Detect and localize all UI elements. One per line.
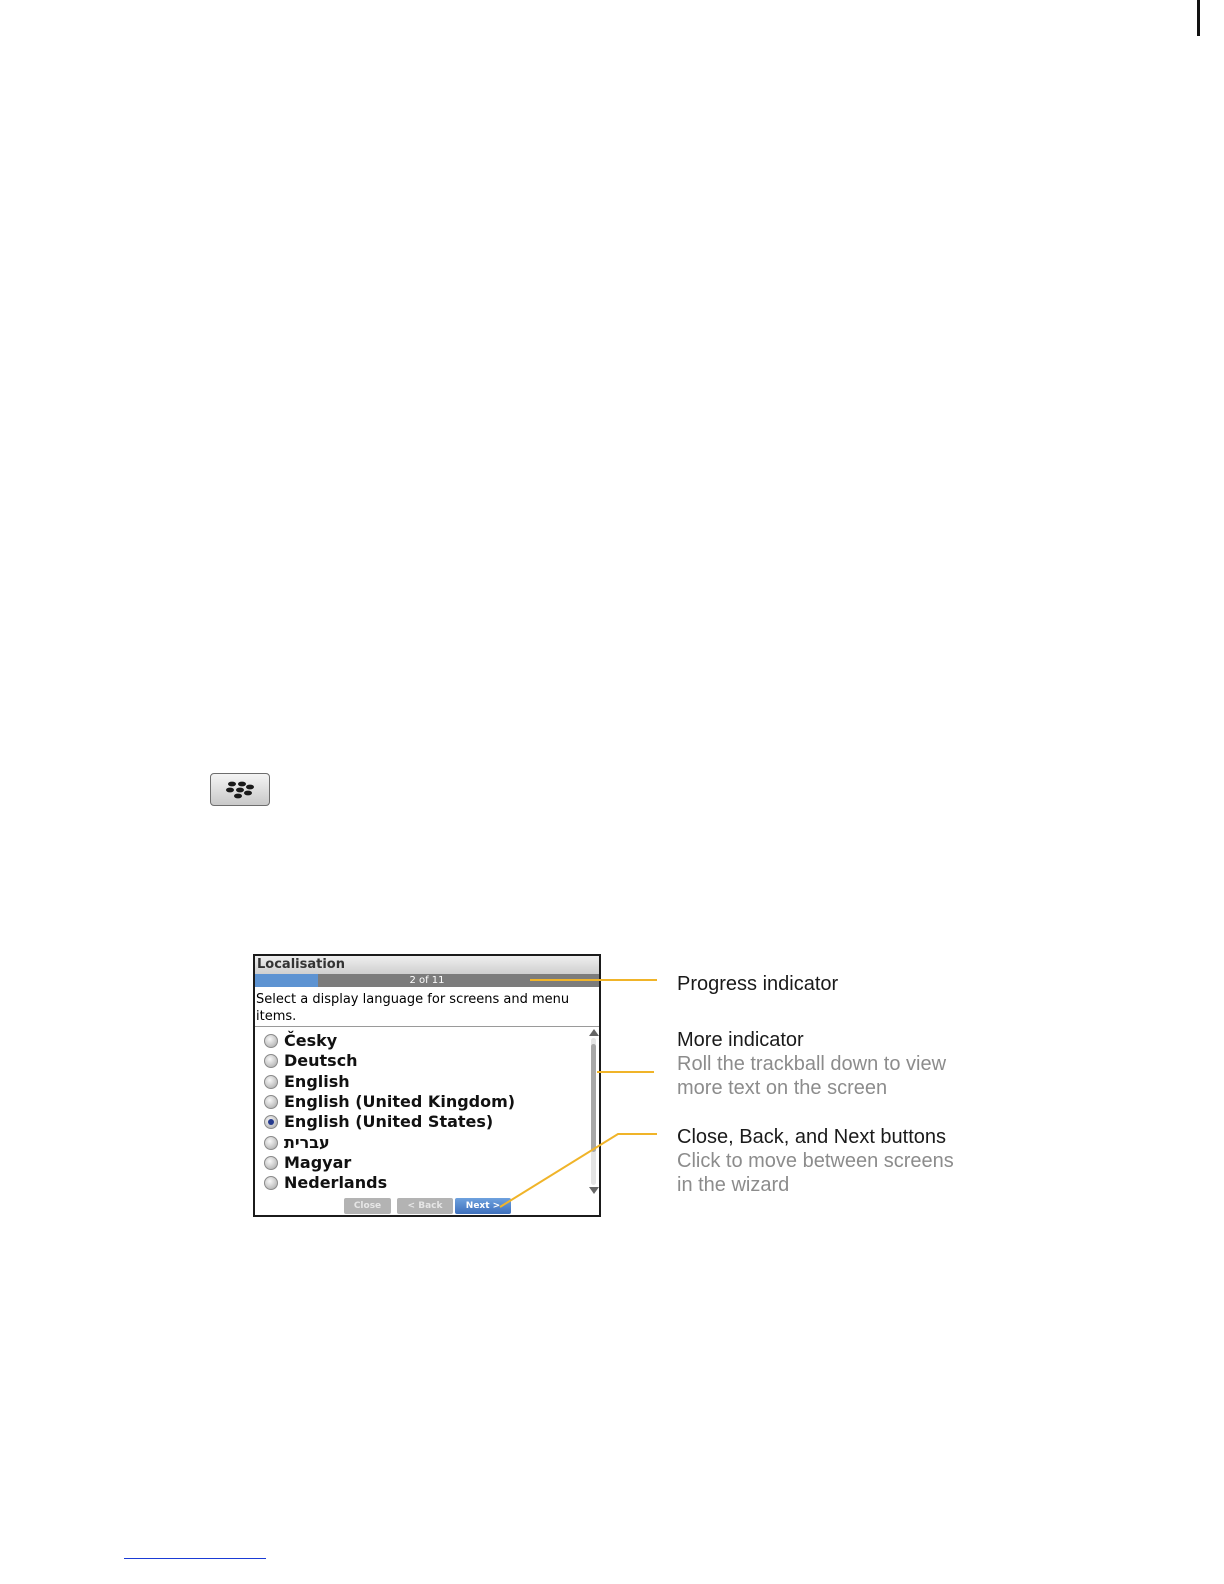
language-label: Česky [284, 1031, 338, 1051]
callout-progress [677, 972, 838, 996]
close-button[interactable]: Close [344, 1198, 391, 1214]
progress-label: 2 of 11 [409, 975, 445, 986]
language-option[interactable] [264, 1031, 515, 1051]
language-list [264, 1031, 515, 1193]
radio-button-icon[interactable] [264, 1095, 278, 1109]
callout-description: Click to move between screens [677, 1150, 954, 1172]
language-option[interactable] [264, 1051, 515, 1071]
callout-buttons [677, 1125, 954, 1197]
language-label: עברית [284, 1132, 330, 1152]
language-label: Nederlands [284, 1173, 388, 1193]
radio-button-icon[interactable] [264, 1176, 278, 1190]
radio-button-icon[interactable] [264, 1156, 278, 1170]
callout-title: Close, Back, and Next buttons [677, 1126, 947, 1148]
progress-indicator [255, 974, 599, 987]
callout-title: More indicator [677, 1029, 804, 1051]
scroll-down-arrow-icon[interactable] [589, 1187, 599, 1194]
language-option[interactable] [264, 1072, 515, 1092]
setup-wizard-screen [253, 954, 601, 1217]
language-option[interactable] [264, 1173, 515, 1193]
page-edge-bar [1197, 0, 1200, 36]
blackberry-menu-key-icon [210, 773, 270, 806]
more-indicator-scrollbar[interactable] [588, 1028, 599, 1195]
language-label: Deutsch [284, 1051, 358, 1071]
callout-title: Progress indicator [677, 973, 839, 995]
language-option[interactable] [264, 1132, 515, 1152]
language-prompt: Select a display language for screens and menu items. [256, 992, 570, 1024]
callout-description: Roll the trackball down to view [677, 1053, 947, 1075]
language-option[interactable] [264, 1112, 515, 1132]
radio-button-icon[interactable] [264, 1136, 278, 1150]
callout-description: in the wizard [677, 1174, 790, 1196]
back-button[interactable]: < Back [397, 1198, 453, 1214]
radio-button-icon[interactable] [264, 1075, 278, 1089]
language-label: English (United States) [284, 1112, 494, 1132]
next-button[interactable]: Next > [455, 1198, 511, 1214]
blackberry-logo-icon [225, 780, 257, 802]
callout-description: more text on the screen [677, 1077, 888, 1099]
language-label: English (United Kingdom) [284, 1092, 516, 1112]
radio-button-icon[interactable] [264, 1034, 278, 1048]
scroll-track [591, 1038, 596, 1185]
radio-button-icon[interactable] [264, 1054, 278, 1068]
scroll-thumb[interactable] [591, 1044, 596, 1152]
screen-title: Localisation [255, 956, 601, 974]
language-option[interactable] [264, 1153, 515, 1173]
callout-more [677, 1028, 946, 1100]
footnote-rule [124, 1558, 266, 1559]
language-option[interactable] [264, 1092, 515, 1112]
language-label: English [284, 1071, 350, 1091]
radio-button-icon[interactable] [264, 1115, 278, 1129]
divider [255, 1026, 599, 1027]
language-label: Magyar [284, 1152, 352, 1172]
scroll-up-arrow-icon[interactable] [589, 1029, 599, 1036]
